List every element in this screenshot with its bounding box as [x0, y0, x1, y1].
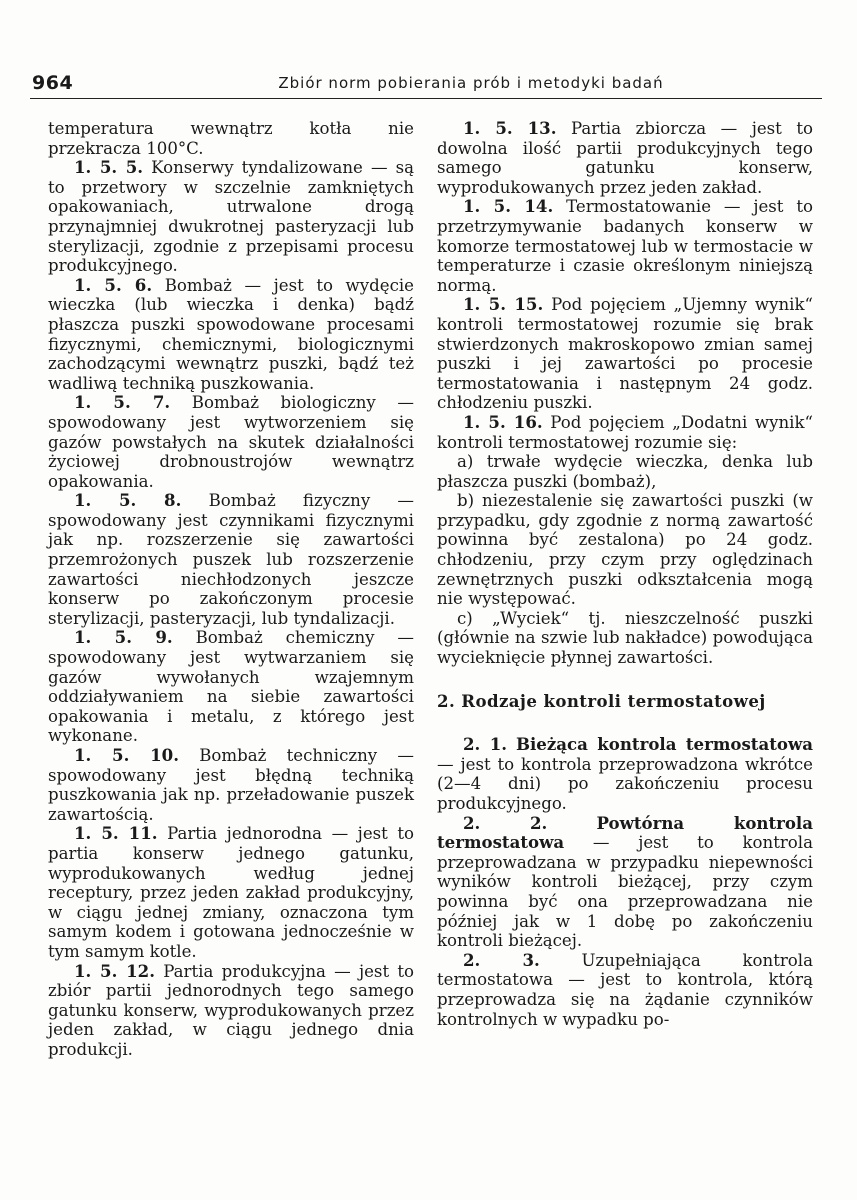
section-heading: 2. Rodzaje kontroli termostatowej	[437, 690, 766, 711]
paragraph	[437, 452, 813, 491]
paragraph-text: Termostatowanie — jest to przetrzymywanie badanych konserw w komorze termostatowej lub w termostacie w temperaturze i czasie określonym niniejszą normą.	[437, 197, 813, 295]
clause-number: 1. 5. 9.	[74, 627, 173, 648]
paragraph-text: b) niezestalenie się zawartości puszki (w przypadku, gdy zgodnie z normą zawartość powinna być zestalona) po 24 godz. chłodzeniu, przy czym przy oględzinach zewnętrznych puszki odkształcenia mogą nie występować.	[437, 491, 813, 609]
paragraph	[437, 951, 813, 1029]
right-column	[437, 119, 813, 1029]
clause-number: 1. 5. 5.	[74, 157, 144, 178]
clause-number: 1. 5. 14.	[463, 196, 554, 217]
clause-number: 1. 5. 7.	[74, 392, 171, 413]
paragraph-text: a) trwałe wydęcie wieczka, denka lub płaszcza puszki (bombaż),	[437, 452, 813, 491]
paragraph-text: Konserwy tyndalizowane — są to przetwory w szczelnie zamkniętych opakowaniach, utrwalone drogą przynajmniej dwukrotnej pasteryzacji lub sterylizacji, zgodnie z przepisami procesu produkcyjnego.	[48, 158, 414, 276]
paragraph	[437, 119, 813, 197]
paragraph-text: — jest to kontrola przeprowadzana w przypadku niepewności wyników kontroli bieżącej, przy czym powinna być ona przeprowadzana nie później jak w 1 dobę po zakończeniu kontroli bieżącej.	[437, 833, 813, 951]
paragraph	[48, 158, 414, 276]
clause-number: 1. 5. 8.	[74, 490, 182, 511]
running-title: Zbiór norm pobierania prób i metodyki badań	[278, 74, 664, 92]
paragraph	[437, 609, 813, 668]
paragraph-text: Pod pojęciem „Dodatni wynik“ kontroli termostatowej rozumie się:	[437, 412, 813, 452]
paragraph	[48, 119, 414, 158]
clause-number: 2. 3.	[463, 949, 540, 970]
page-number: 964	[32, 72, 74, 94]
paragraph-text: temperatura wewnątrz kotła nie przekracza 100°C.	[48, 119, 414, 158]
paragraph	[437, 735, 813, 813]
paragraph	[437, 295, 813, 413]
left-column	[48, 119, 414, 1060]
paragraph-text: c) „Wyciek“ tj. nieszczelność puszki (głównie na szwie lub nakładce) powodująca wycieknięcie płynnej zawartości.	[437, 608, 813, 668]
paragraph	[48, 746, 414, 824]
paragraph-text: Bombaż chemiczny — spowodowany jest wytwarzaniem się gazów wywołanych wzajemnym oddziaływaniem na siebie zawartości opakowania i metalu, z którego jest wykonane.	[48, 628, 414, 746]
paragraph	[48, 491, 414, 628]
paragraph	[48, 276, 414, 394]
paragraph	[48, 824, 414, 961]
paragraph	[48, 962, 414, 1060]
clause-number: 1. 5. 6.	[74, 274, 153, 295]
paragraph	[437, 814, 813, 951]
paragraph-text: Partia produkcyjna — jest to zbiór partii jednorodnych tego samego gatunku konserw, wyprodukowanych przez jeden zakład, w ciągu jednego dnia produkcji.	[48, 961, 415, 1059]
clause-number: 1. 5. 12.	[74, 960, 155, 981]
paragraph-text: Pod pojęciem „Ujemny wynik“ kontroli termostatowej rozumie się brak stwierdzonych makroskopowo zmian samej puszki i jej zawartości po procesie termostatowania i następnym 24 godz. chłodzeniu puszki.	[437, 295, 813, 413]
paragraph-text: Bombaż techniczny — spowodowany jest błędną techniką puszkowania jak np. przeładowanie puszek zawartością.	[48, 746, 414, 824]
paragraph	[48, 628, 414, 746]
paragraph	[437, 413, 813, 452]
paragraph-text: Partia jednorodna — jest to partia konserw jednego gatunku, wyprodukowanych według jednej receptury, przez jeden zakład produkcyjny, w ciągu jednej zmiany, oznaczona tym samym kodem i gotowana jednocześnie w tym samym kotle.	[48, 824, 414, 961]
paragraph-text: Bombaż fizyczny — spowodowany jest czynnikami fizycznymi jak np. rozszerzenie się zawartości przemrożonych puszek lub rozszerzenie zawartości niechłodzonych jeszcze konserw po zakończonym procesie sterylizacji, pasteryzacji, lub tyndalizacji.	[48, 491, 414, 628]
paragraph	[48, 393, 414, 491]
paragraph-text: — jest to kontrola przeprowadzona wkrótce (2—4 dni) po zakończeniu procesu produkcyjnego.	[437, 754, 813, 813]
defined-term: Powtórna kontrola termostatowa	[437, 812, 813, 853]
paragraph	[437, 197, 813, 295]
clause-number: 1. 5. 11.	[74, 823, 158, 844]
clause-number: 1. 5. 16.	[463, 411, 543, 432]
paragraph-text: Bombaż biologiczny — spowodowany jest wytworzeniem się gazów powstałych na skutek działalności życiowej drobnoustrojów wewnątrz opakowania.	[48, 393, 414, 491]
page-header	[30, 72, 822, 99]
clause-number: 1. 5. 10.	[74, 745, 179, 765]
paragraph-text: Bombaż — jest to wydęcie wieczka (lub wieczka i denka) bądź płaszcza puszki spowodowane procesami fizycznymi, chemicznymi, biologicznymi zachodzącymi wewnątrz puszki, bądź też wadliwą techniką puszkowania.	[48, 275, 415, 393]
clause-number: 2. 2.	[463, 812, 548, 833]
clause-number: 1. 5. 13.	[463, 118, 557, 138]
paragraph-text: Uzupełniająca kontrola termostatowa — jest to kontrola, którą przeprowadza się na żądanie czynników kontrolnych w wypadku po-	[437, 950, 813, 1029]
paragraph-text: Partia zbiorcza — jest to dowolna ilość partii produkcyjnych tego samego gatunku konserw, wyprodukowanych przez jeden zakład.	[437, 119, 813, 197]
clause-number: 2. 1.	[463, 734, 508, 755]
defined-term: Bieżąca kontrola termostatowa	[515, 734, 813, 755]
clause-number: 1. 5. 15.	[463, 294, 544, 315]
paragraph	[437, 491, 813, 609]
